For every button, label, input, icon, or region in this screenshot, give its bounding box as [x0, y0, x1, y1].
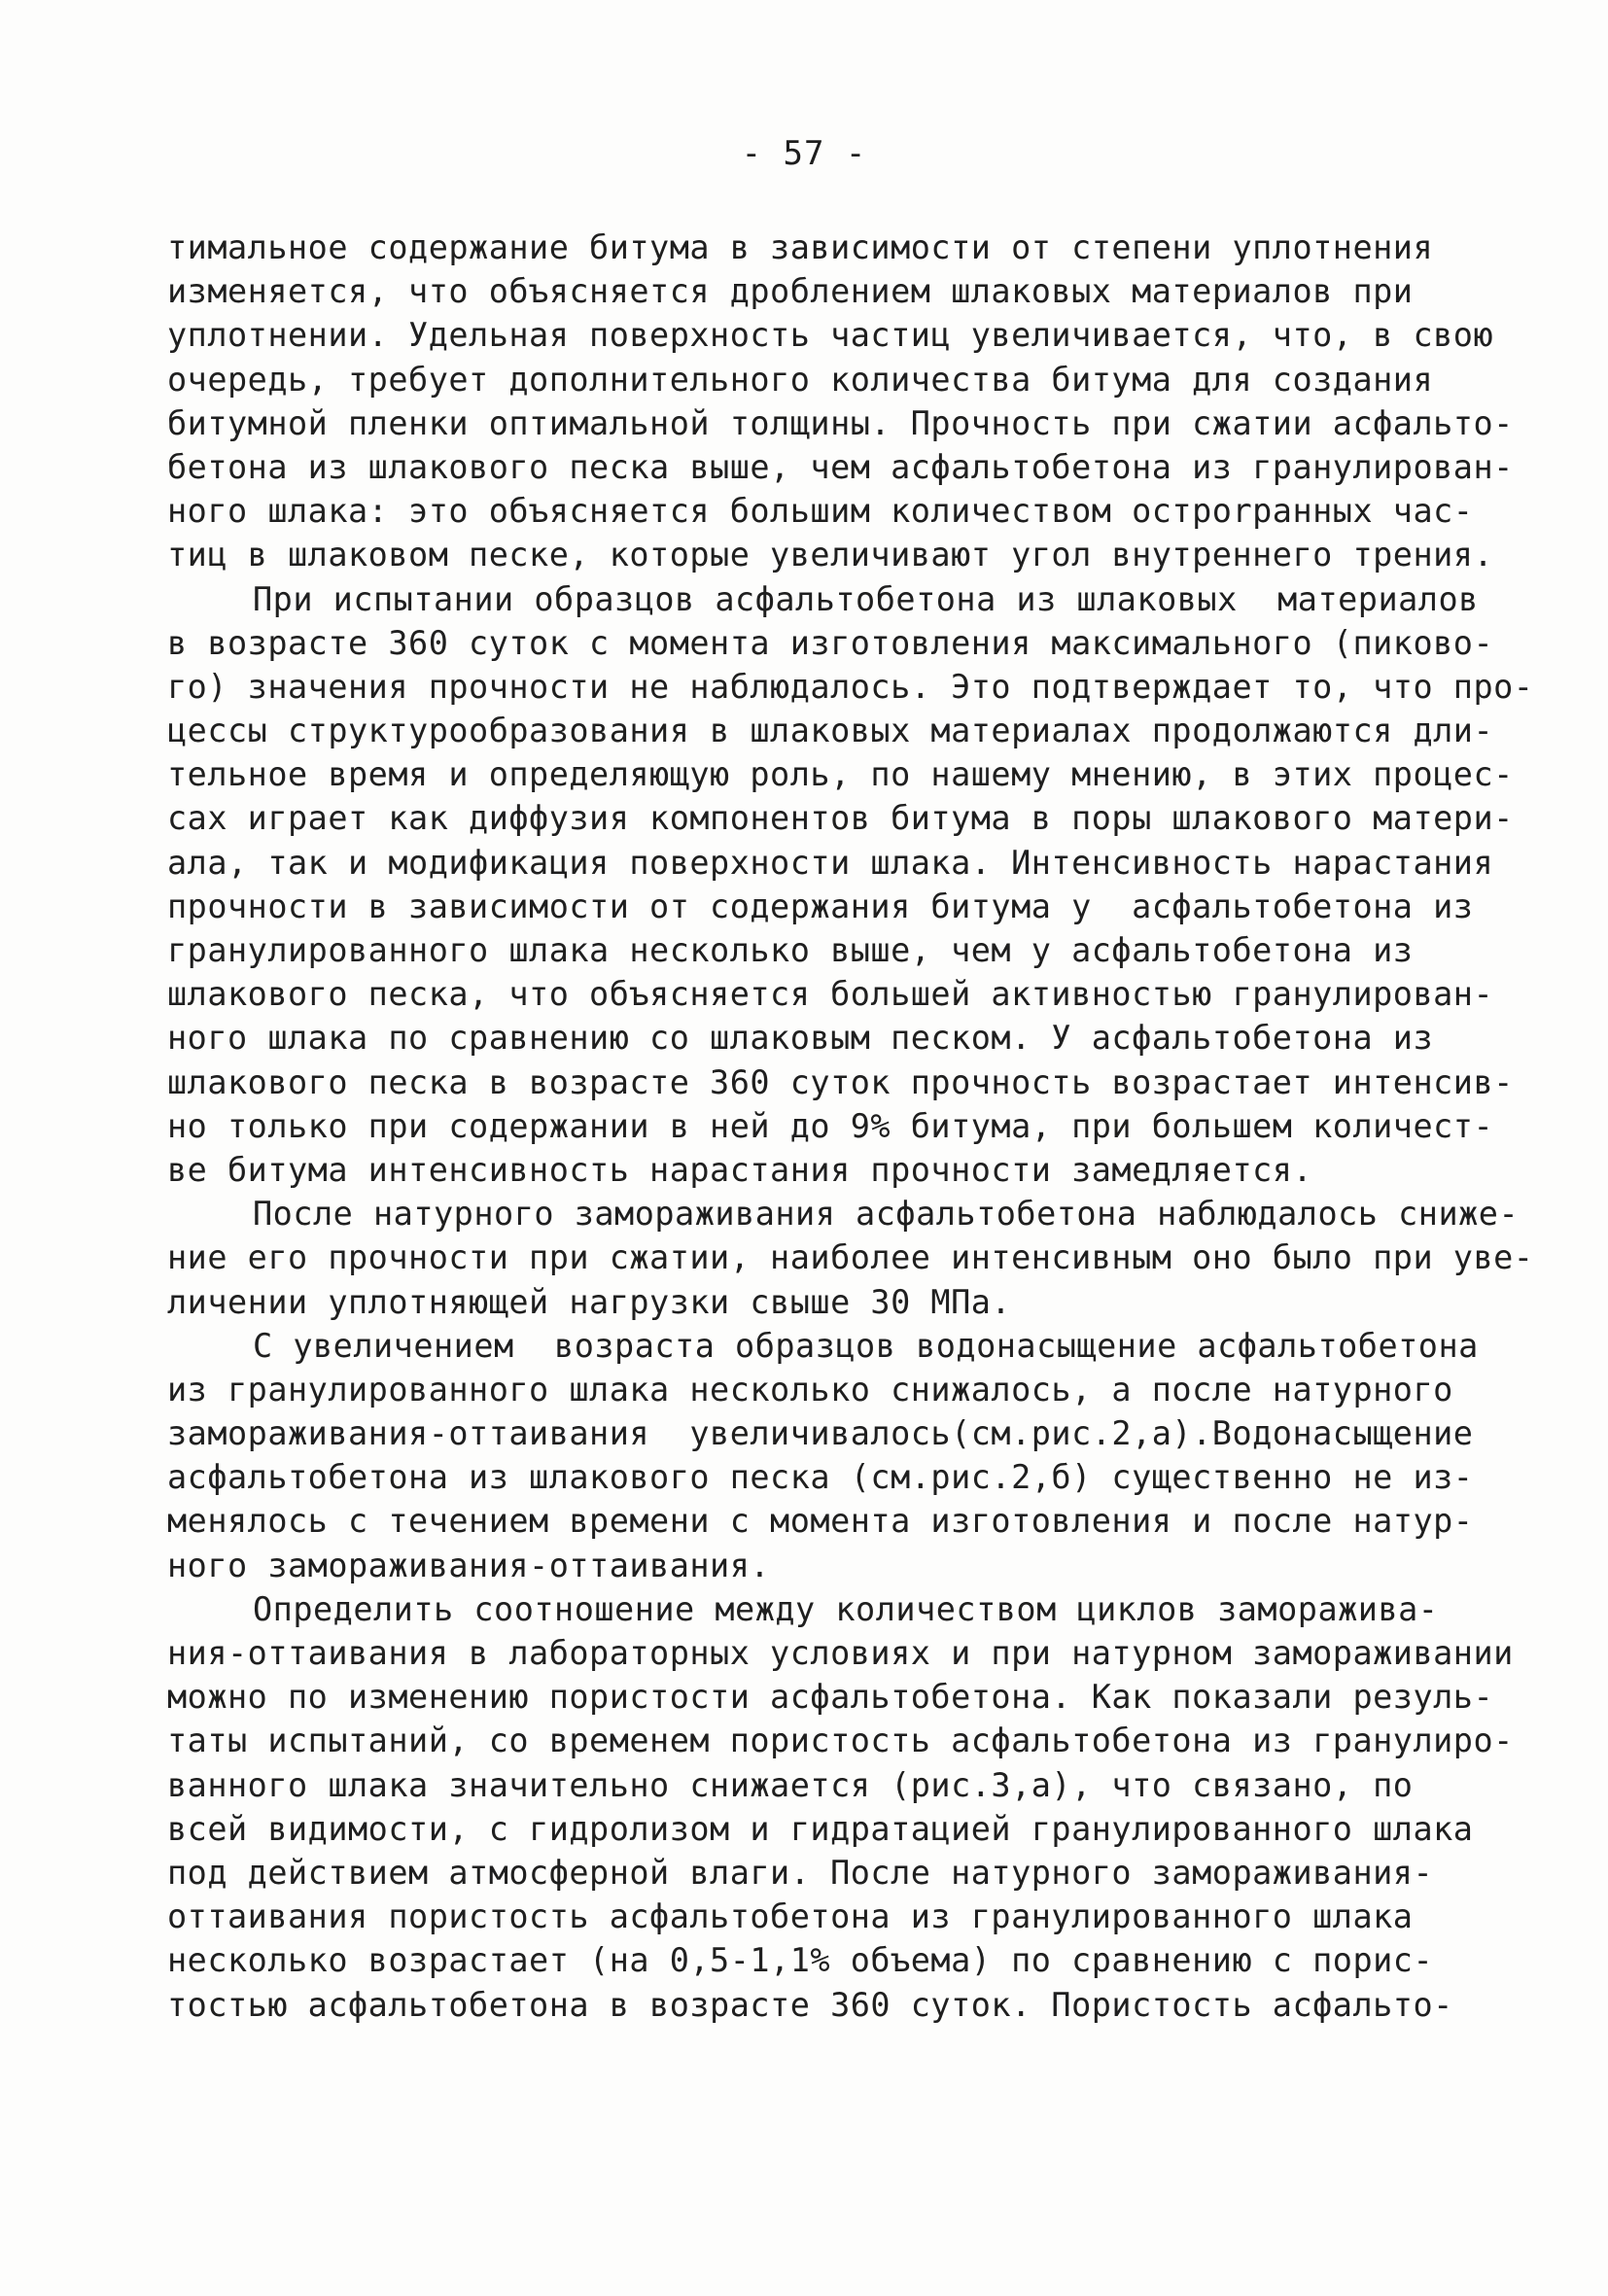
- paragraph-start-line: При испытании образцов асфальтобетона из шлаковых материалов: [253, 579, 1479, 618]
- text-line: асфальтобетона из шлакового песка (см.рис.2,б) существенно не из-: [167, 1458, 1474, 1497]
- text-line: можно по изменению пористости асфальтобетона. Как показали резуль-: [167, 1678, 1494, 1717]
- text-line: замораживания-оттаивания увеличивалось(см.рис.2,а).Водонасыщение: [167, 1414, 1474, 1453]
- text-line: оттаивания пористость асфальтобетона из гранулированного шлака: [167, 1897, 1414, 1936]
- text-line: ние его прочности при сжатии, наиболее интенсивным оно было при уве-: [167, 1238, 1534, 1277]
- text-line: ве битума интенсивность нарастания прочности замедляется.: [167, 1150, 1313, 1189]
- text-line: тельное время и определяющую роль, по нашему мнению, в этих процес-: [167, 755, 1514, 794]
- text-line: тостью асфальтобетона в возрасте 360 суток. Пористость асфальто-: [167, 1985, 1453, 2024]
- text-line: сах играет как диффузия компонентов битума в поры шлакового матери-: [167, 799, 1514, 838]
- text-line: в возрасте 360 суток с момента изготовления максимального (пиково-: [167, 623, 1494, 662]
- text-line: личении уплотняющей нагрузки свыше 30 МПа.: [167, 1282, 1012, 1321]
- body-text: [167, 226, 1534, 2027]
- text-line: бетона из шлакового песка выше, чем асфальтобетона из гранулирован-: [167, 447, 1514, 486]
- paragraph-start-line: После натурного замораживания асфальтобетона наблюдалось сниже-: [253, 1195, 1520, 1234]
- text-line: ного замораживания-оттаивания.: [167, 1546, 771, 1584]
- text-line: но только при содержании в ней до 9% битума, при большем количест-: [167, 1106, 1494, 1145]
- text-line: из гранулированного шлака несколько снижалось, а после натурного: [167, 1370, 1453, 1409]
- text-line: прочности в зависимости от содержания битума у асфальтобетона из: [167, 887, 1474, 925]
- text-line: тимальное содержание битума в зависимости от степени уплотнения: [167, 228, 1434, 266]
- text-line: очередь, требует дополнительного количества битума для создания: [167, 360, 1434, 399]
- text-line: таты испытаний, со временем пористость асфальтобетона из гранулиро-: [167, 1722, 1514, 1760]
- text-line: тиц в шлаковом песке, которые увеличивают угол внутреннего трения.: [167, 536, 1494, 574]
- text-line: изменяется, что объясняется дроблением шлаковых материалов при: [167, 272, 1414, 311]
- text-line: ного шлака по сравнению со шлаковым песком. У асфальтобетона из: [167, 1019, 1434, 1058]
- text-line: под действием атмосферной влаги. После натурного замораживания-: [167, 1853, 1434, 1892]
- text-line: ванного шлака значительно снижается (рис.3,а), что связано, по: [167, 1765, 1414, 1804]
- paragraph-start-line: Определить соотношение между количеством циклов заморажива-: [253, 1589, 1439, 1628]
- text-line: ного шлака: это объясняется большим количеством остроrpанных час-: [167, 492, 1474, 531]
- text-line: цессы структурообразования в шлаковых материалах продолжаются дли-: [167, 712, 1494, 750]
- text-line: ала, так и модификация поверхности шлака. Интенсивность нарастания: [167, 843, 1494, 882]
- text-line: битумной пленки оптимальной толщины. Прочность при сжатии асфальто-: [167, 403, 1514, 442]
- text-line: шлакового песка в возрасте 360 суток прочность возрастает интенсив-: [167, 1062, 1514, 1101]
- text-line: го) значения прочности не наблюдалось. Это подтверждает то, что про-: [167, 667, 1534, 706]
- text-line: менялось с течением времени с момента изготовления и после натур-: [167, 1502, 1474, 1541]
- page-number: - 57 -: [741, 134, 867, 173]
- text-line: всей видимости, с гидролизом и гидратацией гранулированного шлака: [167, 1809, 1474, 1848]
- text-line: несколько возрастает (на 0,5-1,1% объема) по сравнению с порис-: [167, 1941, 1434, 1980]
- text-line: уплотнении. Удельная поверхность частиц увеличивается, что, в свою: [167, 316, 1494, 355]
- paragraph-start-line: С увеличением возраста образцов водонасыщение асфальтобетона: [253, 1326, 1479, 1365]
- text-line: шлакового песка, что объясняется большей активностью гранулирован-: [167, 975, 1494, 1014]
- text-line: гранулированного шлака несколько выше, чем у асфальтобетона из: [167, 931, 1414, 969]
- text-line: ния-оттаивания в лабораторных условиях и при натурном замораживании: [167, 1634, 1514, 1672]
